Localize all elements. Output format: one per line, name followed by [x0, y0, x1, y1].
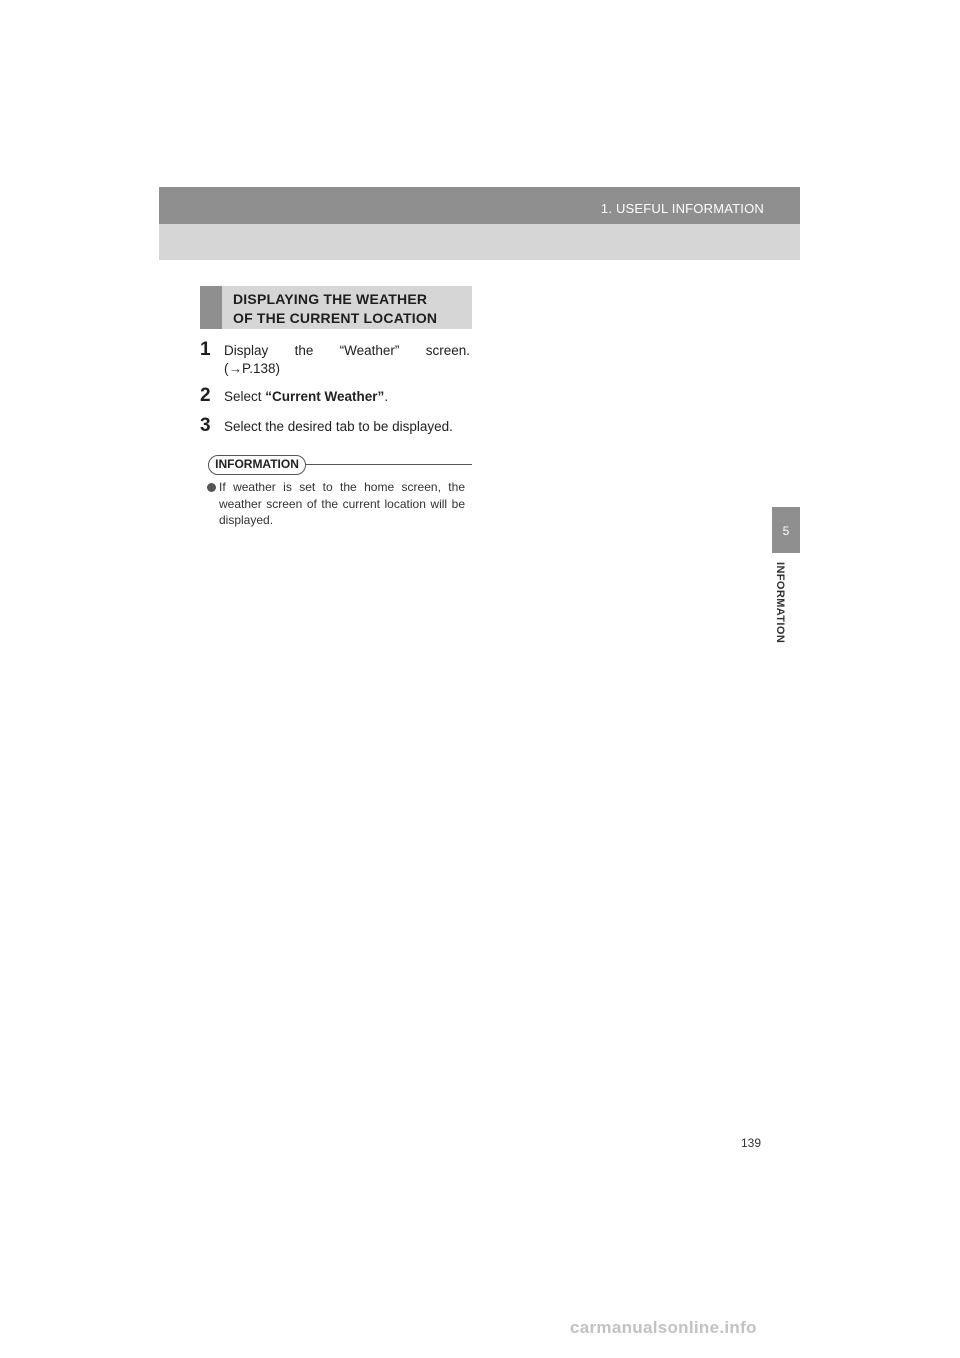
chapter-tab [772, 507, 800, 553]
section-heading [200, 286, 472, 329]
chapter-number: 5 [782, 524, 790, 538]
page-number: 139 [741, 1136, 762, 1150]
bullet-icon [207, 483, 216, 492]
step-2-option: “Current Weather” [265, 389, 385, 404]
step-2-suffix: . [384, 389, 389, 404]
section-heading-line2: OF THE CURRENT LOCATION [233, 310, 438, 326]
page-reference: P.138) [242, 361, 281, 376]
step-number: 3 [200, 415, 211, 436]
watermark: carmanualsonline.info [570, 1318, 757, 1337]
step-2-prefix: Select [224, 389, 266, 404]
section-heading-line1: DISPLAYING THE WEATHER [233, 291, 428, 307]
step-1-text: Display the “Weather” screen. [224, 343, 470, 358]
section-heading-accent [200, 286, 222, 329]
step-2-text [224, 389, 388, 404]
step-number: 2 [200, 385, 211, 406]
step-number: 1 [200, 339, 211, 360]
subheader-bar [159, 224, 800, 260]
information-label: INFORMATION [208, 455, 306, 475]
information-divider [306, 464, 472, 465]
paren-open: ( [224, 361, 229, 376]
step-3-text: Select the desired tab to be displayed. [224, 419, 453, 434]
chapter-label: INFORMATION [774, 562, 786, 644]
header-bar [159, 187, 800, 224]
header-title: 1. USEFUL INFORMATION [600, 201, 764, 216]
arrow-right-icon: → [228, 361, 242, 376]
information-text: If weather is set to the home screen, the weather screen of the current location will be displayed. [219, 480, 465, 527]
step-1-reference [224, 361, 280, 376]
